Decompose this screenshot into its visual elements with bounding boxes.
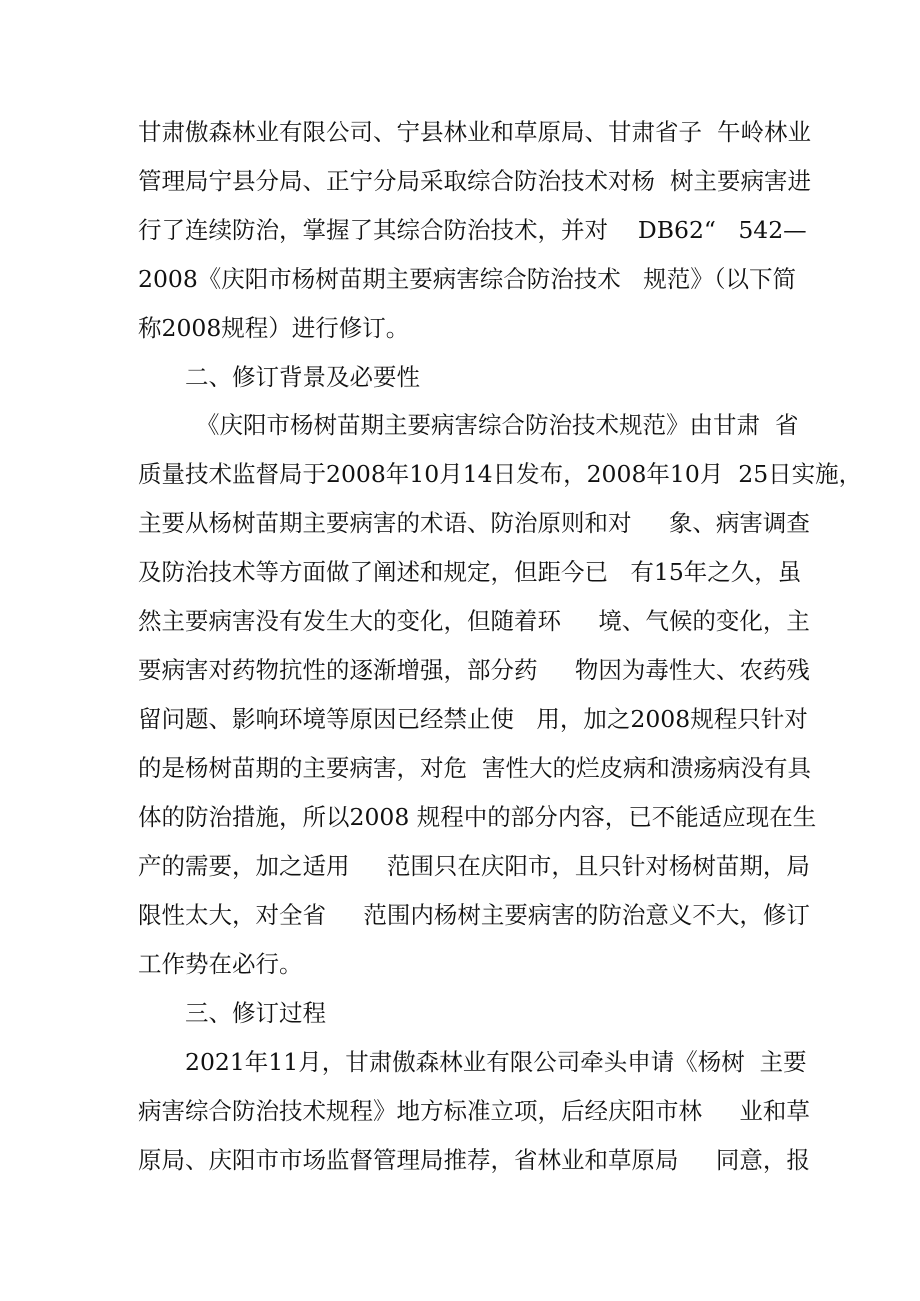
text-line: 的是杨树苗期的主要病害，对危 害性大的烂皮病和溃疡病没有具 — [138, 754, 811, 782]
text-line: 2021年11月，甘肃傲森林业有限公司牵头申请《杨树 主要 — [185, 1048, 807, 1076]
text-line: 然主要病害没有发生大的变化，但随着环 境、气候的变化，主 — [138, 607, 810, 635]
text-line: 要病害对药物抗性的逐渐增强，部分药 物因为毒性大、农药残 — [138, 656, 810, 684]
text-line: 留问题、影响环境等原因已经禁止使 用，加之2008规程只针对 — [138, 705, 808, 733]
section-heading: 三、修订过程 — [185, 999, 326, 1027]
text-line: 工作势在必行。 — [138, 950, 303, 978]
text-line: 限性太大，对全省 范围内杨树主要病害的防治意义不大，修订 — [138, 901, 810, 929]
text-line: 原局、庆阳市市场监督管理局推荐，省林业和草原局 同意，报 — [138, 1146, 810, 1174]
text-line: 主要从杨树苗期主要病害的术语、防治原则和对 象、病害调查 — [138, 509, 810, 537]
text-line: 体的防治措施，所以2008 规程中的部分内容，已不能适应现在生 — [138, 803, 817, 831]
text-line: 《庆阳市杨树苗期主要病害综合防治技术规范》由甘肃 省 — [196, 411, 799, 439]
text-line: 病害综合防治技术规程》地方标准立项，后经庆阳市林 业和草 — [138, 1097, 810, 1125]
text-line: 管理局宁县分局、正宁分局采取综合防治技术对杨 树主要病害进 — [138, 167, 811, 195]
section-heading: 二、修订背景及必要性 — [185, 363, 420, 391]
text-line: 产的需要，加之适用 范围只在庆阳市，且只针对杨树苗期，局 — [138, 852, 810, 880]
text-line: 行了连续防治，掌握了其综合防治技术，并对 DB62“ 542— — [138, 216, 807, 244]
text-line: 甘肃傲森林业有限公司、宁县林业和草原局、甘肃省子 午岭林业 — [138, 118, 811, 146]
text-line: 及防治技术等方面做了阐述和规定，但距今已 有15年之久，虽 — [138, 558, 802, 586]
text-line: 质量技术监督局于2008年10月14日发布，2008年10月 25日实施， — [138, 460, 863, 488]
text-line: 称2008规程）进行修订。 — [138, 314, 410, 342]
text-line: 2008《庆阳市杨树苗期主要病害综合防治技术 规范》（以下简 — [138, 265, 796, 293]
